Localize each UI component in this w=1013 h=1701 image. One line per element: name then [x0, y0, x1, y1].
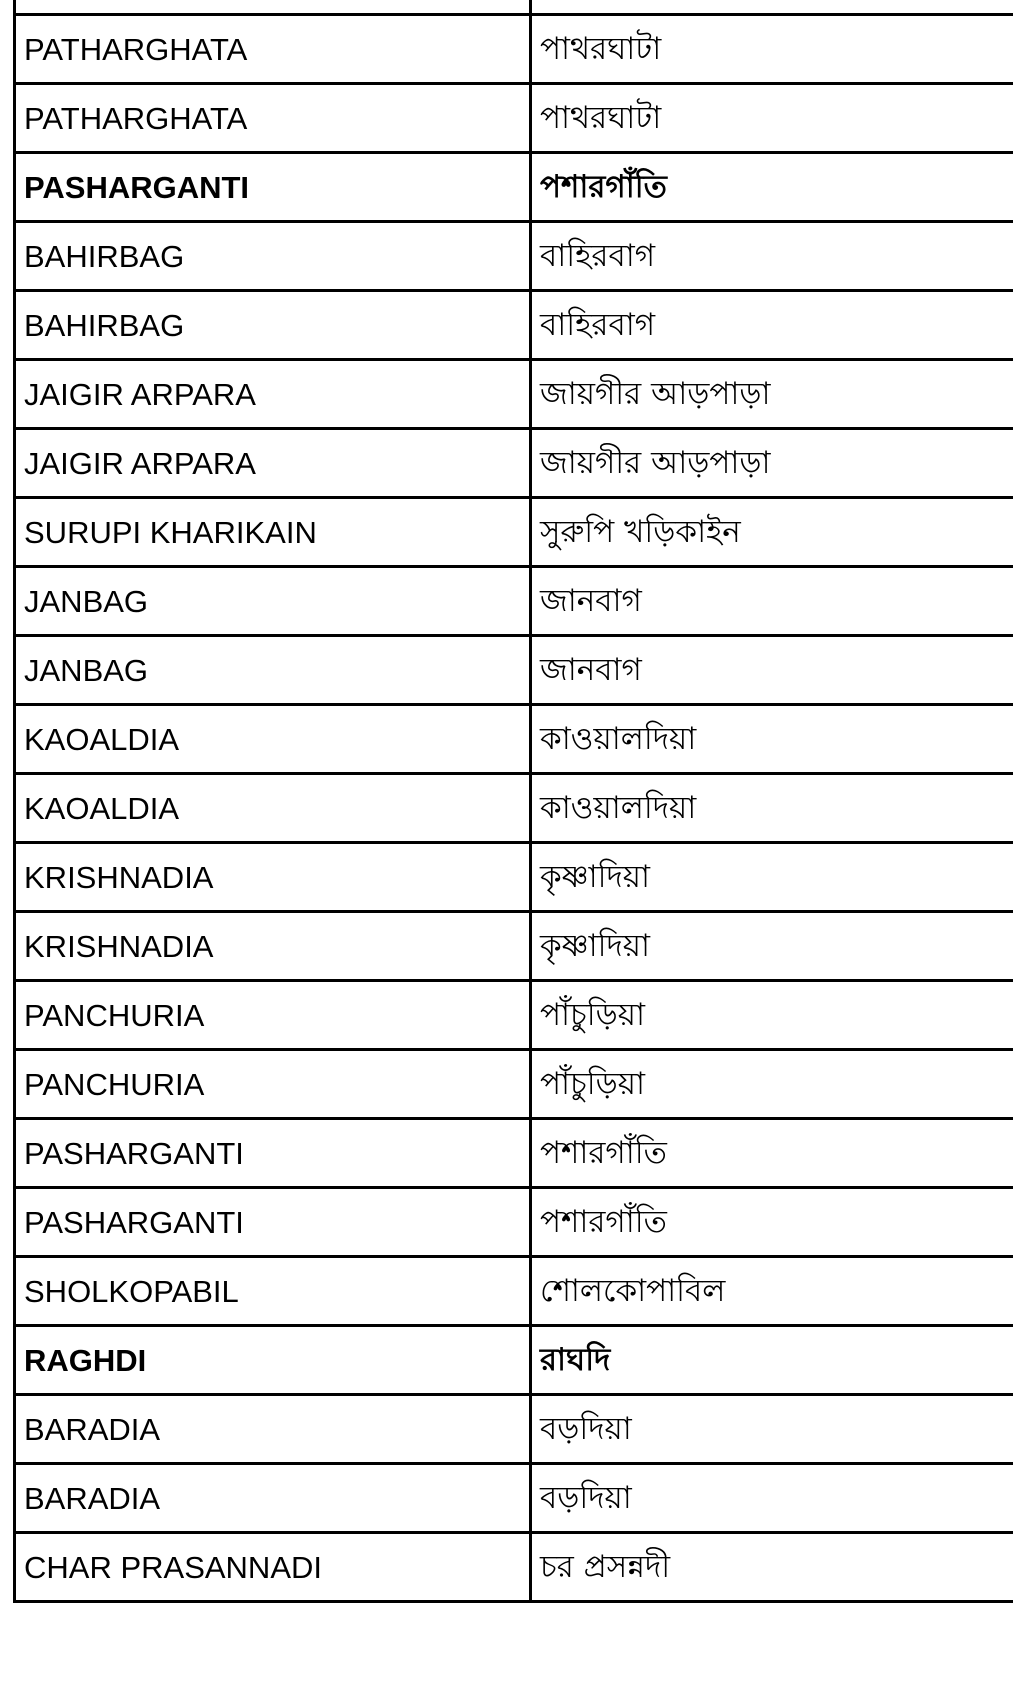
english-name-cell: BAHIRBAG [15, 291, 531, 360]
table-row [15, 1119, 1013, 1188]
bengali-name-cell: পাঁচুড়িয়া [531, 1050, 1013, 1119]
english-name-cell: JANBAG [15, 636, 531, 705]
table-row [15, 360, 1013, 429]
english-name-cell: PANCHURIA [15, 981, 531, 1050]
english-name-cell: BARADIA [15, 1464, 531, 1533]
table-row [15, 1257, 1013, 1326]
table-row [15, 0, 1013, 15]
table-row [15, 1050, 1013, 1119]
table-row [15, 1188, 1013, 1257]
bengali-name-cell: বড়দিয়া [531, 1464, 1013, 1533]
table-row [15, 981, 1013, 1050]
bengali-name-cell: পাথরঘাটা [531, 15, 1013, 84]
english-name-cell: BAHIRBAG [15, 222, 531, 291]
bengali-name-cell: পশারগাঁতি [531, 153, 1013, 222]
english-name-cell [15, 0, 531, 15]
english-name-cell: KAOALDIA [15, 705, 531, 774]
table-row [15, 705, 1013, 774]
english-name-cell: PATHARGHATA [15, 84, 531, 153]
english-name-cell: KRISHNADIA [15, 843, 531, 912]
left-margin [0, 0, 13, 1612]
table-row [15, 84, 1013, 153]
table-row [15, 1464, 1013, 1533]
bengali-name-cell: কাওয়ালদিয়া [531, 774, 1013, 843]
table-row [15, 567, 1013, 636]
table-row [15, 498, 1013, 567]
place-name-table [13, 0, 1013, 1603]
bengali-name-cell: জায়গীর আড়পাড়া [531, 429, 1013, 498]
bengali-name-cell: পাঁচুড়িয়া [531, 981, 1013, 1050]
bengali-name-cell: পাথরঘাটা [531, 84, 1013, 153]
table-row [15, 222, 1013, 291]
english-name-cell: KRISHNADIA [15, 912, 531, 981]
english-name-cell: SHOLKOPABIL [15, 1257, 531, 1326]
english-name-cell: JAIGIR ARPARA [15, 429, 531, 498]
bengali-name-cell: জানবাগ [531, 636, 1013, 705]
table-row [15, 912, 1013, 981]
english-name-cell: JANBAG [15, 567, 531, 636]
table-row [15, 636, 1013, 705]
table-row [15, 1395, 1013, 1464]
bengali-name-cell: কৃষ্ণাদিয়া [531, 912, 1013, 981]
bengali-name-cell: চর প্রসন্নদী [531, 1533, 1013, 1602]
english-name-cell: PASHARGANTI [15, 153, 531, 222]
table-row [15, 15, 1013, 84]
bengali-name-cell: পশারগাঁতি [531, 1188, 1013, 1257]
bengali-name-cell: জানবাগ [531, 567, 1013, 636]
english-name-cell: BARADIA [15, 1395, 531, 1464]
table-row [15, 774, 1013, 843]
table-row [15, 429, 1013, 498]
table-row [15, 1533, 1013, 1602]
bengali-name-cell: শোলকোপাবিল [531, 1257, 1013, 1326]
bengali-name-cell [531, 0, 1013, 15]
bengali-name-cell: বাহিরবাগ [531, 291, 1013, 360]
bengali-name-cell: বড়দিয়া [531, 1395, 1013, 1464]
bengali-name-cell: পশারগাঁতি [531, 1119, 1013, 1188]
english-name-cell: SURUPI KHARIKAIN [15, 498, 531, 567]
table-row [15, 843, 1013, 912]
bengali-name-cell: বাহিরবাগ [531, 222, 1013, 291]
table-row [15, 291, 1013, 360]
bengali-name-cell: জায়গীর আড়পাড়া [531, 360, 1013, 429]
english-name-cell: PATHARGHATA [15, 15, 531, 84]
english-name-cell: JAIGIR ARPARA [15, 360, 531, 429]
bengali-name-cell: কৃষ্ণাদিয়া [531, 843, 1013, 912]
bengali-name-cell: রাঘদি [531, 1326, 1013, 1395]
bengali-name-cell: কাওয়ালদিয়া [531, 705, 1013, 774]
english-name-cell: CHAR PRASANNADI [15, 1533, 531, 1602]
english-name-cell: PASHARGANTI [15, 1188, 531, 1257]
english-name-cell: PANCHURIA [15, 1050, 531, 1119]
table-row [15, 1326, 1013, 1395]
bengali-name-cell: সুরুপি খড়িকাইন [531, 498, 1013, 567]
table-row [15, 153, 1013, 222]
table-body [15, 0, 1013, 1602]
english-name-cell: KAOALDIA [15, 774, 531, 843]
english-name-cell: RAGHDI [15, 1326, 531, 1395]
english-name-cell: PASHARGANTI [15, 1119, 531, 1188]
